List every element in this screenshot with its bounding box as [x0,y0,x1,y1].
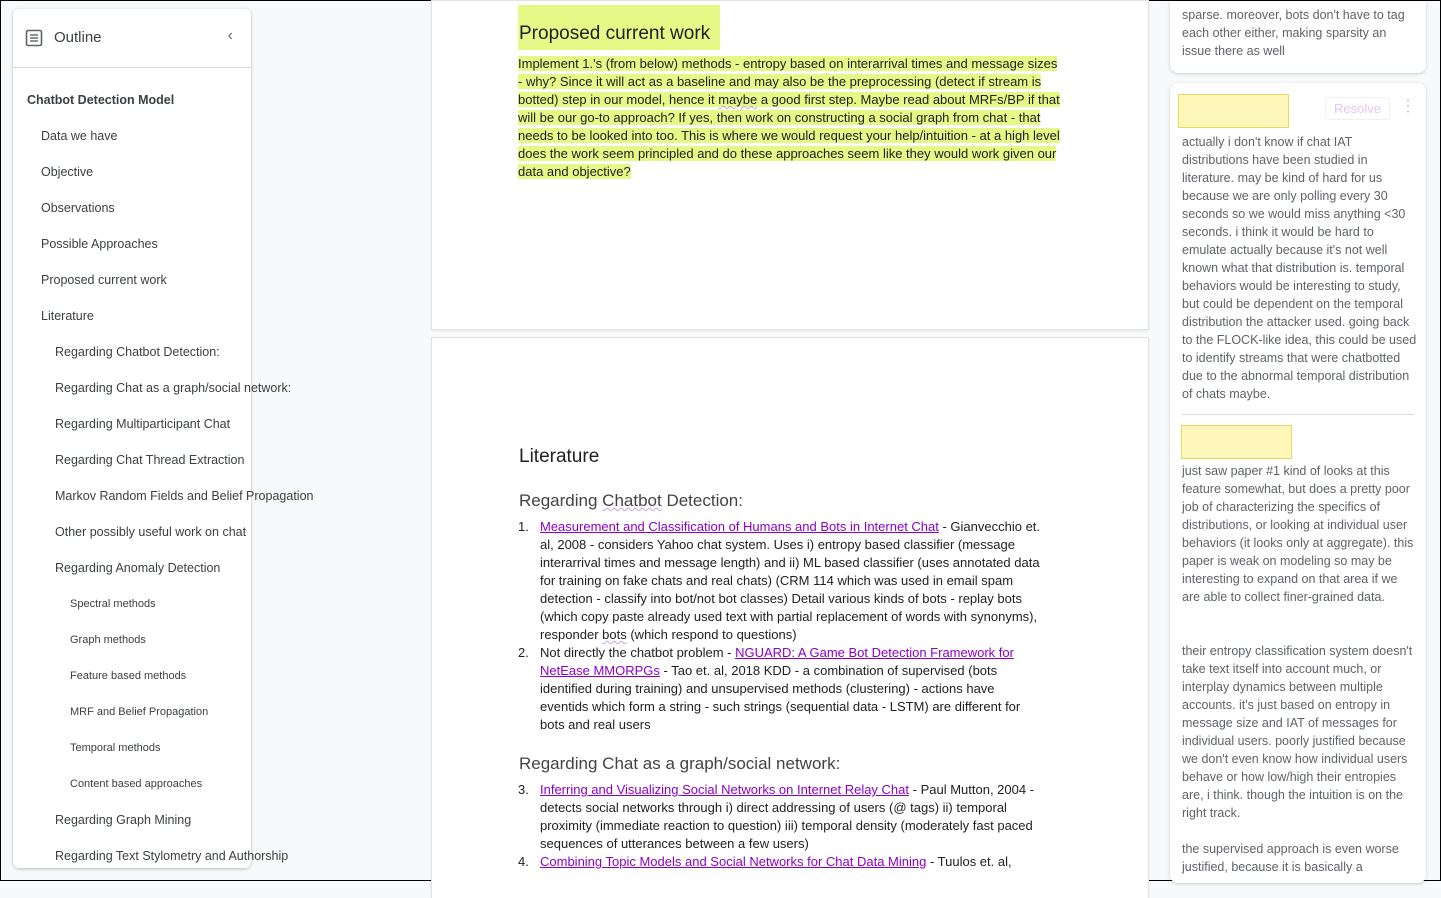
outline-panel [13,9,314,868]
outline-item[interactable]: Graph methods [70,634,146,646]
outline-item[interactable]: Literature [41,309,94,323]
resolve-button[interactable]: Resolve [1325,97,1390,120]
outline-item[interactable]: Proposed current work [41,273,167,287]
heading-literature: Literature [519,446,600,467]
reference-item [518,644,1045,734]
comment-text: actually i don't know if chat IAT distributions have been studied in literature. may be kind of hard for us because we are only polling every 30 seconds so we would miss anything <30 seconds. i think it would be hard to emulate actually because it's not well known what that distribution is. temporal behaviors would be interesting to study, but could be dependent on the temporal distribution the attacker used. going back to the FLOCK-like idea, this could be used to identify streams that were chatbotted due to the abnormal temporal distribution of chats maybe. [1182,135,1417,401]
outline-item[interactable]: Regarding Chat as a graph/social network: [55,381,292,395]
reply-text: the supervised approach is even worse justified, because it is basically a [1182,842,1399,874]
outline-item[interactable]: Regarding Text Stylometry and Authorship [55,849,289,863]
reference-item [518,781,1045,853]
outline-item[interactable]: Possible Approaches [41,237,158,251]
outline-item[interactable]: Content based approaches [70,778,203,790]
outline-item[interactable]: MRF and Belief Propagation [70,706,209,718]
more-vertical-icon[interactable]: ⋮ [1400,98,1416,115]
chevron-left-icon[interactable]: ‹ [227,27,233,44]
comment-card[interactable] [1170,1,1426,73]
subheading-text: Regarding [519,491,603,510]
proposed-current-work-paragraph [518,55,1063,181]
reply-text: just saw paper #1 kind of looks at this feature somewhat, but does a pretty poor job of characterizing the specifics of distributions, or looking at individual user behaviors (it looks only at aggregate). this paper is weak on modeling so may be interesting to expand on that area if we are able to collect finer-grained data. [1182,464,1414,604]
paragraph-text: a good first step. Maybe read about MRFs/BP if that will be our go-to approach? If yes, then work on constructing a social graph from chat - that needs to be looked into too. This is where we would request your help/intuition - at a high level does the work seem principled and do these approaches seem like they would work given our data and objective? [518,92,1060,179]
outline-item[interactable]: Markov Random Fields and Belief Propagation [55,489,314,503]
document-page-2 [432,338,1148,898]
redacted-avatar-name [1181,425,1292,459]
reference-link[interactable]: NGUARD: A Game Bot Detection Framework for NetEase MMORPGs [540,645,1014,678]
subheading-chatbot-detection [519,491,743,511]
subheading-text: Detection: [661,491,743,510]
reference-link[interactable]: Combining Topic Models and Social Networks for Chat Data Mining [540,854,927,869]
comment-thread[interactable] [1170,83,1426,883]
outline-item[interactable]: Temporal methods [70,742,161,754]
reference-text: Not directly the chatbot problem - [540,645,736,660]
outline-item[interactable]: Data we have [41,129,118,143]
paragraph-text: Implement 1.'s (from below) methods - entropy based on interarrival times and message sizes - why? Since it will act as a baseline and may also be the preprocessing (detect if stream is botted) step in our model, hence it [518,56,1058,107]
reference-text: - Gianvecchio et. al, 2008 - considers Yahoo chat system. Uses i) entropy based classifier (message interarrival times and message length) and ii) ML based classifier (uses annotated data for training on fake chats and real chats) (CRM 114 which was used in email spam detection - classify into bot/not bot classes) Detail various kinds of bots - replay bots (which copy paste already used text with partial replacement of words with synonyms), responder [540,519,1041,642]
outline-item[interactable]: Regarding Graph Mining [55,813,192,827]
comment-text: sparse. moreover, bots don't have to tag each other either, making sparsity an issue there as well [1182,8,1405,58]
outline-item[interactable]: Chatbot Detection Model [27,93,175,107]
reference-link[interactable]: Inferring and Visualizing Social Networks on Internet Relay Chat [540,782,910,797]
reference-item [518,853,1045,871]
outline-item[interactable]: Regarding Chatbot Detection: [55,345,220,359]
outline-item[interactable]: Feature based methods [70,670,187,682]
reference-text: - Tao et. al, 2018 KDD - a combination of supervised (bots identified during training) and unsupervised methods (clustering) - actions have eventids which form a string - such strings (sequential data - LSTM) are different for bots and real users [540,663,1021,732]
reference-link[interactable]: Measurement and Classification of Humans and Bots in Internet Chat [540,519,939,534]
reference-text: - Paul Mutton, 2004 - detects social networks through i) direct addressing of users (@ tags) ii) temporal proximity (immediate reaction to question) iii) temporal density (moderately fast paced sequences of utterances between a few users) [540,782,1035,851]
outline-item[interactable]: Regarding Multiparticipant Chat [55,417,231,431]
reference-number: 4. [518,854,529,869]
outline-document-icon [25,29,43,47]
outline-item[interactable]: Other possibly useful work on chat [55,525,247,539]
spellcheck-word[interactable]: Chatbot [602,491,662,510]
outline-item[interactable]: Spectral methods [70,598,156,610]
document-page-1 [432,1,1148,329]
comment-divider [1182,414,1414,415]
reference-number: 2. [518,645,529,660]
outline-item[interactable]: Objective [41,165,94,179]
spellcheck-word[interactable]: bots [602,627,627,642]
subheading-chat-graph: Regarding Chat as a graph/social network: [519,754,841,773]
outline-title: Outline [54,29,102,46]
reference-number: 1. [518,519,529,534]
reference-text: (which respond to questions) [626,627,797,642]
spellcheck-word[interactable]: maybe [718,92,758,107]
reference-number: 3. [518,782,529,797]
redacted-avatar-name [1178,94,1289,128]
outline-item[interactable]: Regarding Chat Thread Extraction [55,453,245,467]
reply-text: their entropy classification system doesn't take text itself into account much, or interplay dynamics between multiple accounts. it's just based on entropy in message size and IAT of messages for individual users. poorly justified because we don't even know how individual users behave or how low/high their entropies are, i think. though the intuition is on the right track. [1182,644,1413,820]
reference-item [518,518,1045,644]
reference-text: - Tuulos et. al, [926,854,1012,869]
outline-item[interactable]: Regarding Anomaly Detection [55,561,221,575]
heading-proposed-current-work: Proposed current work [518,5,720,50]
outline-item[interactable]: Observations [41,201,115,215]
outline-header [13,9,251,68]
